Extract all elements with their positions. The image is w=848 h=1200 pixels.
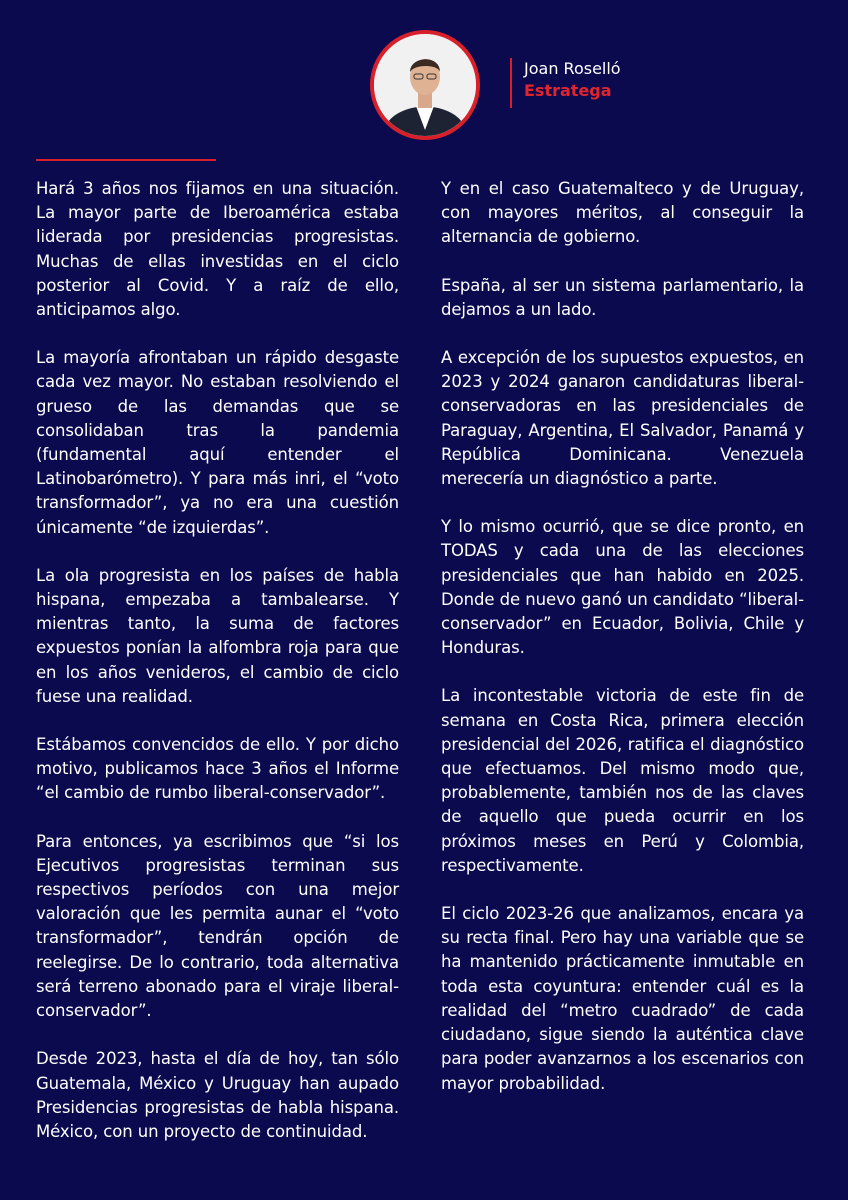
paragraph: El ciclo 2023-26 que analizamos, encara ya su recta final. Pero hay una variable que se ha mantenido prácticamente inmutable en toda esta coyuntura: entender cuál es la realidad del “metro cuadrado” de cada ciudadano, sigue siendo la auténtica clave para poder avanzarnos a los escenarios con mayor probabilidad. <box>441 904 804 1093</box>
author-name: Joan Roselló <box>524 59 621 78</box>
author-info <box>510 58 621 108</box>
right-column <box>441 177 804 1120</box>
paragraph: La incontestable victoria de este fin de semana en Costa Rica, primera elección presidencial del 2026, ratifica el diagnóstico que efectuamos. Del mismo modo que, probablemente, también nos de las claves de aquello que pueda ocurrir en los próximos meses en Perú y Colombia, respectivamente. <box>441 686 804 875</box>
author-portrait-icon <box>374 34 476 136</box>
paragraph: Estábamos convencidos de ello. Y por dicho motivo, publicamos hace 3 años el Informe “el cambio de rumbo liberal-conservador”. <box>36 735 399 803</box>
paragraph: Para entonces, ya escribimos que “si los Ejecutivos progresistas terminan sus respectivos períodos con una mejor valoración que les permita aunar el “voto transformador”, tendrán opción de reelegirse. De lo contrario, toda alternativa será terreno abonado para el viraje liberal-conservador”. <box>36 831 399 1021</box>
paragraph: Y lo mismo ocurrió, que se dice pronto, en TODAS y cada una de las elecciones presidenciales que han habido en 2025. Donde de nuevo ganó un candidato “liberal-conservador” en Ecuador, Bolivia, Chile y Honduras. <box>441 517 804 658</box>
paragraph: La mayoría afrontaban un rápido desgaste cada vez mayor. No estaban resolviendo el grueso de las demandas que se consolidaban tras la pandemia (fundamental aquí entender el Latinobarómetro). Y para más inri, el “voto transformador”, ya no era una cuestión únicamente “de izquierdas”. <box>36 348 399 537</box>
paragraph: Desde 2023, hasta el día de hoy, tan sólo Guatemala, México y Uruguay han aupado Presidencias progresistas de habla hispana. México, con un proyecto de continuidad. <box>36 1049 399 1141</box>
author-role: Estratega <box>524 81 612 100</box>
paragraph: Hará 3 años nos fijamos en una situación. La mayor parte de Iberoamérica estaba liderada por presidencias progresistas. Muchas de ellas investidas en el ciclo posterior al Covid. Y a raíz de ello, anticipamos algo. <box>36 179 399 320</box>
paragraph: A excepción de los supuestos expuestos, en 2023 y 2024 ganaron candidaturas liberal-conservadoras en las presidenciales de Paraguay, Argentina, El Salvador, Panamá y República Dominicana. Venezuela merecería un diagnóstico a parte. <box>441 348 804 489</box>
red-divider <box>36 159 216 161</box>
paragraph: España, al ser un sistema parlamentario, la dejamos a un lado. <box>441 275 804 319</box>
left-column <box>36 177 399 1168</box>
article-header <box>0 0 848 150</box>
author-avatar <box>370 30 480 140</box>
paragraph: Y en el caso Guatemalteco y de Uruguay, con mayores méritos, al conseguir la alternancia de gobierno. <box>441 179 804 247</box>
paragraph: La ola progresista en los países de habla hispana, empezaba a tambalearse. Y mientras tanto, la suma de factores expuestos ponían la alfombra roja para que en los años venideros, el cambio de ciclo fuese una realidad. <box>36 565 399 706</box>
